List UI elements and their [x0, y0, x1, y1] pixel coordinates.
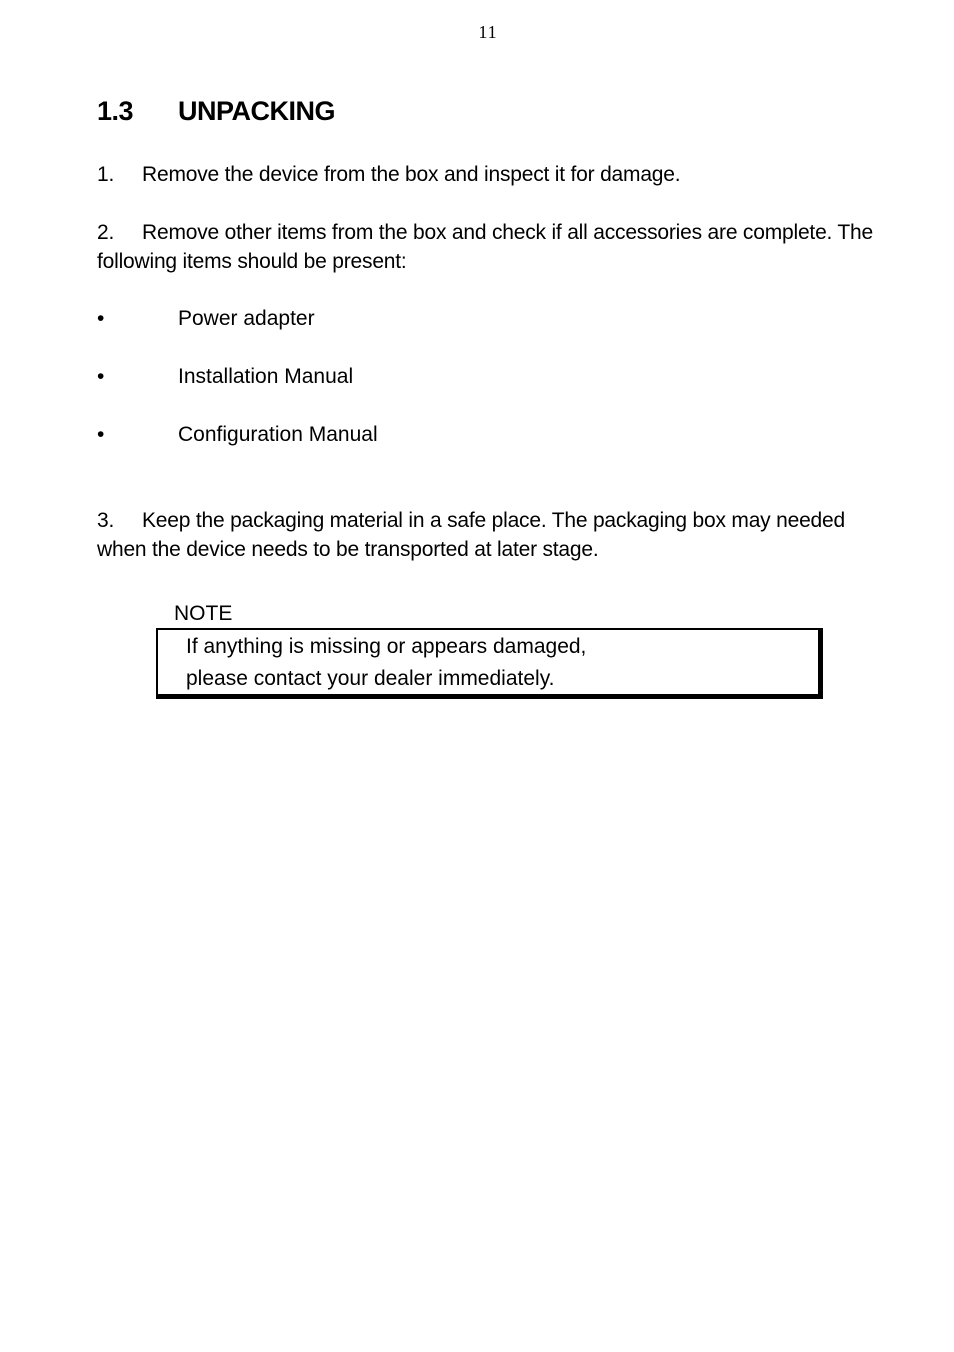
step-number: 3. [97, 509, 115, 532]
list-item-label: Installation Manual [178, 365, 354, 388]
step-text: Keep the packaging material in a safe place. The packaging box may needed when the device needs to be transported at later stage. [97, 509, 845, 561]
list-item-label: Power adapter [178, 307, 315, 330]
step-2 [97, 218, 887, 276]
step-text: Remove the device from the box and inspect it for damage. [142, 163, 681, 186]
step-3 [97, 506, 887, 564]
bullet-icon: • [97, 307, 105, 330]
section-heading [97, 96, 335, 127]
note-line: please contact your dealer immediately. [186, 667, 555, 690]
step-number: 1. [97, 163, 115, 186]
list-item-configuration-manual [97, 420, 378, 449]
bullet-icon: • [97, 365, 105, 388]
bullet-icon: • [97, 423, 105, 446]
step-1 [97, 160, 887, 189]
note-box [156, 628, 823, 699]
note-line: If anything is missing or appears damaged, [186, 635, 587, 658]
list-item-power-adapter [97, 304, 315, 333]
list-item-label: Configuration Manual [178, 423, 378, 446]
page-number: 11 [478, 22, 498, 42]
step-number: 2. [97, 221, 115, 244]
section-title: UNPACKING [178, 96, 335, 126]
list-item-installation-manual [97, 362, 353, 391]
note-label: NOTE [174, 602, 233, 625]
step-text: Remove other items from the box and check if all accessories are complete. The following items should be present: [97, 221, 874, 273]
section-number: 1.3 [97, 96, 134, 126]
